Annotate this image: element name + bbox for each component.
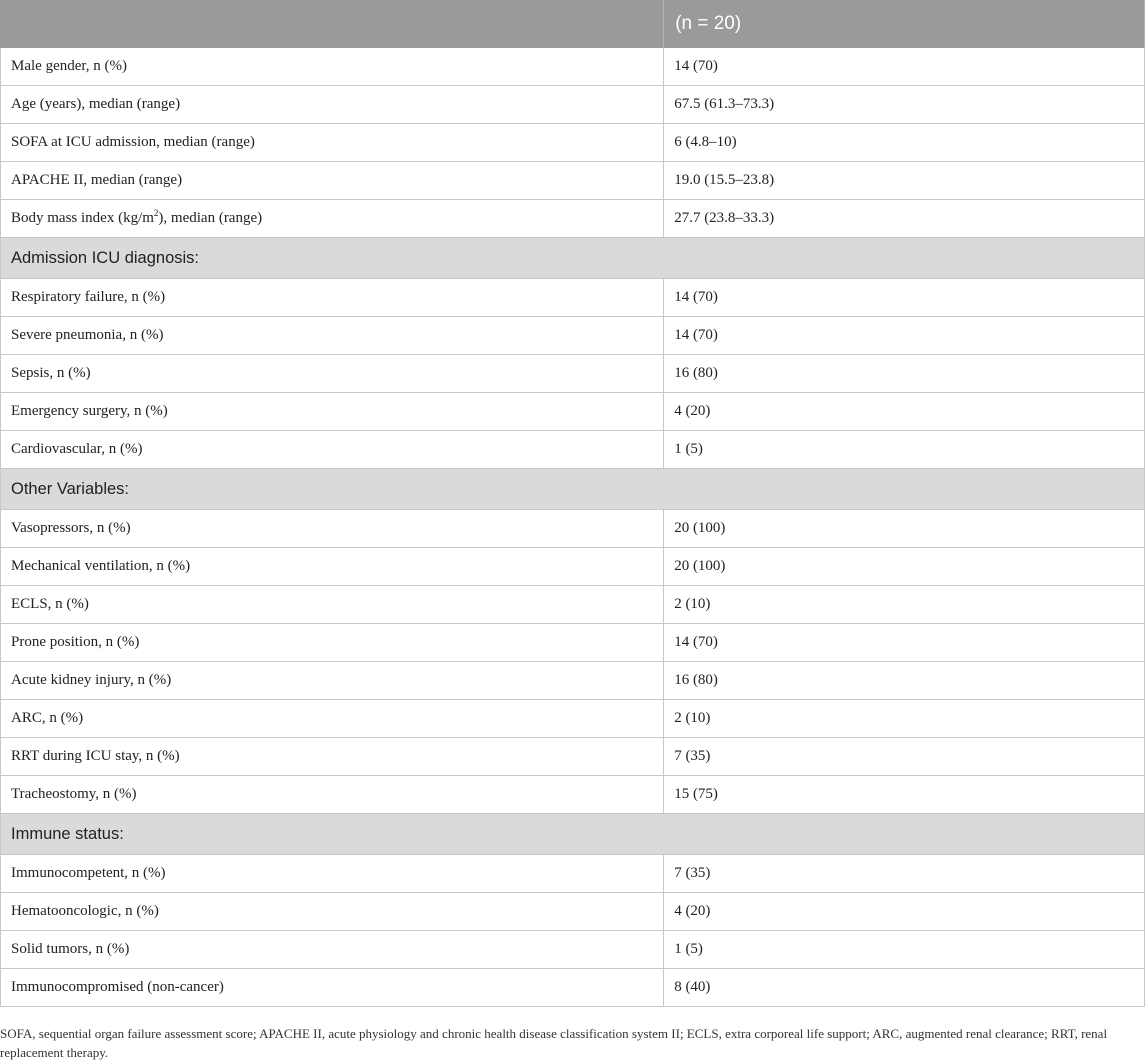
- row-label-cell: [1, 700, 664, 738]
- row-label: APACHE II, median (range): [11, 172, 183, 188]
- table-row: [1, 317, 1145, 355]
- row-label-cell: [1, 355, 664, 393]
- row-label: ARC, n (%): [11, 710, 84, 726]
- row-label-cell: [1, 662, 664, 700]
- row-label: Prone position, n (%): [11, 634, 140, 650]
- table-footnote: SOFA, sequential organ failure assessment score; APACHE II, acute physiology and chronic health disease classification system II; ECLS, extra corporeal life support; ARC, augmented renal clearance; RRT, renal replacement therapy.: [0, 1026, 1108, 1060]
- table-row: [1, 510, 1145, 548]
- row-label: Immunocompromised (non-cancer): [11, 979, 224, 995]
- row-value: 15 (75): [664, 776, 1145, 814]
- header-col2: (n = 20): [664, 1, 1145, 48]
- table-row: [1, 279, 1145, 317]
- section-header-row: [1, 469, 1145, 510]
- row-label-superscript: 2: [153, 208, 159, 218]
- row-label: Male gender, n (%): [11, 58, 128, 74]
- row-label-cell: [1, 393, 664, 431]
- row-label: Cardiovascular, n (%): [11, 441, 143, 457]
- row-value: 14 (70): [664, 624, 1145, 662]
- row-value: 14 (70): [664, 279, 1145, 317]
- table-body: [1, 48, 1145, 1007]
- table-row: [1, 393, 1145, 431]
- section-title: Other Variables:: [1, 469, 1145, 510]
- row-label: Respiratory failure, n (%): [11, 289, 166, 305]
- section-header-row: [1, 814, 1145, 855]
- row-value: 2 (10): [664, 700, 1145, 738]
- table-row: [1, 124, 1145, 162]
- row-label: Sepsis, n (%): [11, 365, 91, 381]
- row-value: 4 (20): [664, 893, 1145, 931]
- row-label: ECLS, n (%): [11, 596, 89, 612]
- header-col1: [1, 1, 664, 48]
- row-label: Hematooncologic, n (%): [11, 903, 159, 919]
- row-label-cell: [1, 200, 664, 238]
- table-row: [1, 355, 1145, 393]
- row-label-cell: [1, 624, 664, 662]
- row-value: 1 (5): [664, 431, 1145, 469]
- row-label-cell: [1, 548, 664, 586]
- row-label-cell: [1, 931, 664, 969]
- row-label: Immunocompetent, n (%): [11, 865, 166, 881]
- row-label: Severe pneumonia, n (%): [11, 327, 164, 343]
- section-title: Admission ICU diagnosis:: [1, 238, 1145, 279]
- row-value: 19.0 (15.5–23.8): [664, 162, 1145, 200]
- row-label-cell: [1, 969, 664, 1007]
- row-label-cell: [1, 162, 664, 200]
- row-label: Solid tumors, n (%): [11, 941, 130, 957]
- row-value: 27.7 (23.8–33.3): [664, 200, 1145, 238]
- row-label: Vasopressors, n (%): [11, 520, 131, 536]
- row-value: 6 (4.8–10): [664, 124, 1145, 162]
- row-value: 14 (70): [664, 48, 1145, 86]
- row-value: 1 (5): [664, 931, 1145, 969]
- table-row: [1, 162, 1145, 200]
- row-label-tail: ), median (range): [158, 210, 263, 226]
- row-label: RRT during ICU stay, n (%): [11, 748, 180, 764]
- row-label: Tracheostomy, n (%): [11, 786, 137, 802]
- table-row: [1, 931, 1145, 969]
- row-value: 7 (35): [664, 855, 1145, 893]
- table-row: [1, 855, 1145, 893]
- table-row: [1, 48, 1145, 86]
- table-row: [1, 738, 1145, 776]
- table-row: [1, 969, 1145, 1007]
- row-label: Acute kidney injury, n (%): [11, 672, 172, 688]
- table-row: [1, 86, 1145, 124]
- row-value: 20 (100): [664, 548, 1145, 586]
- row-label: Mechanical ventilation, n (%): [11, 558, 191, 574]
- row-value: 16 (80): [664, 662, 1145, 700]
- table-row: [1, 893, 1145, 931]
- row-value: 67.5 (61.3–73.3): [664, 86, 1145, 124]
- row-value: 2 (10): [664, 586, 1145, 624]
- row-value: 4 (20): [664, 393, 1145, 431]
- row-label-cell: [1, 279, 664, 317]
- section-header-row: [1, 238, 1145, 279]
- row-value: 20 (100): [664, 510, 1145, 548]
- row-label: Body mass index (kg/m: [11, 210, 154, 226]
- row-label: SOFA at ICU admission, median (range): [11, 134, 255, 150]
- row-label: Age (years), median (range): [11, 96, 181, 112]
- section-title: Immune status:: [1, 814, 1145, 855]
- table-row: [1, 776, 1145, 814]
- row-label-cell: [1, 48, 664, 86]
- row-value: 8 (40): [664, 969, 1145, 1007]
- table-row: [1, 662, 1145, 700]
- row-label-cell: [1, 776, 664, 814]
- row-label-cell: [1, 431, 664, 469]
- row-value: 14 (70): [664, 317, 1145, 355]
- row-label: Emergency surgery, n (%): [11, 403, 168, 419]
- row-label-cell: [1, 124, 664, 162]
- row-value: 7 (35): [664, 738, 1145, 776]
- row-label-cell: [1, 738, 664, 776]
- row-label-cell: [1, 317, 664, 355]
- row-label-cell: [1, 510, 664, 548]
- table-row: [1, 548, 1145, 586]
- table-header-row: [1, 1, 1145, 48]
- table-row: [1, 586, 1145, 624]
- table-row: [1, 200, 1145, 238]
- table-row: [1, 700, 1145, 738]
- row-label-cell: [1, 586, 664, 624]
- table-row: [1, 624, 1145, 662]
- row-label-cell: [1, 86, 664, 124]
- table-row: [1, 431, 1145, 469]
- row-label-cell: [1, 893, 664, 931]
- row-label-cell: [1, 855, 664, 893]
- row-value: 16 (80): [664, 355, 1145, 393]
